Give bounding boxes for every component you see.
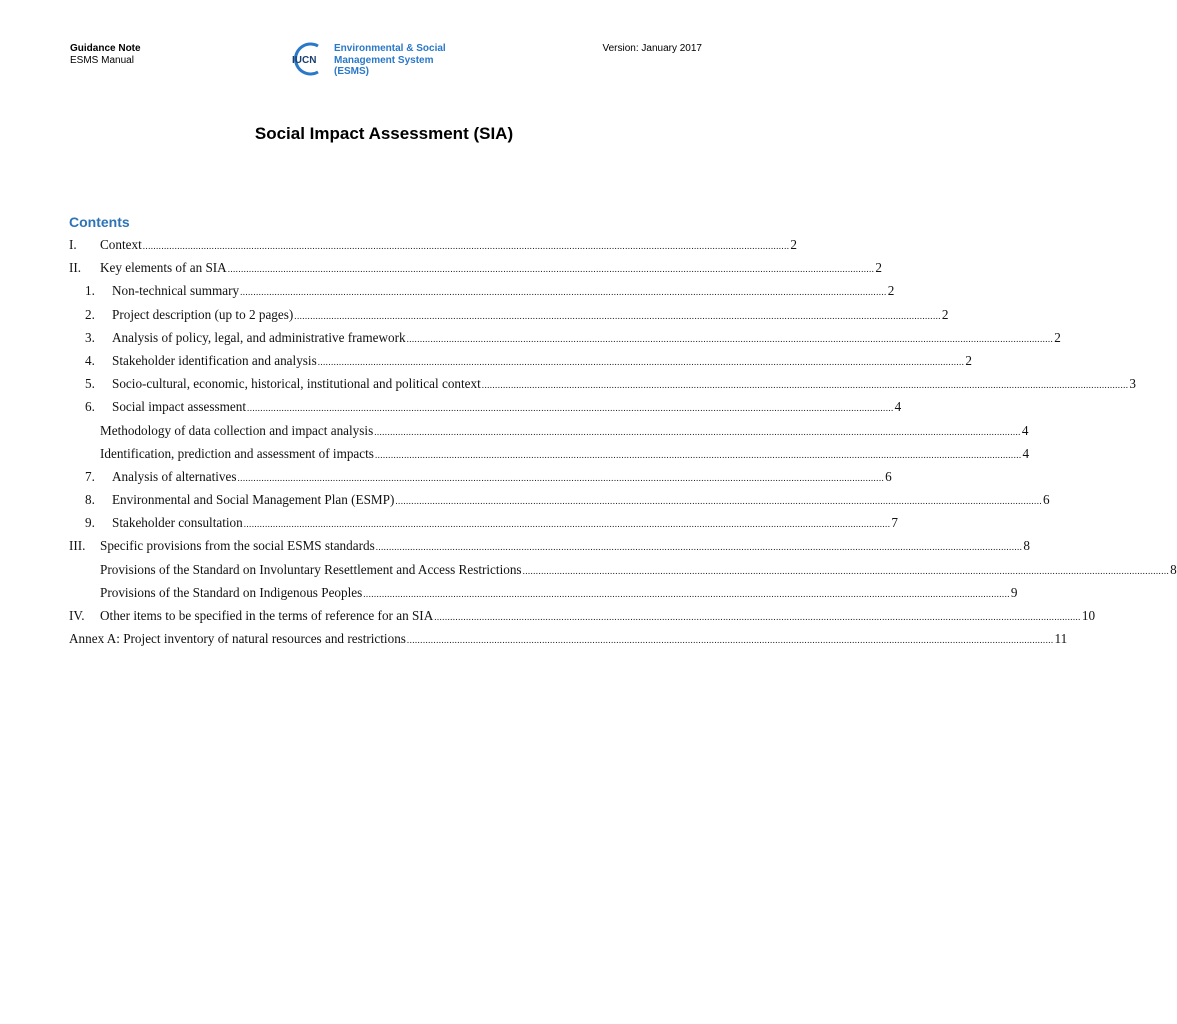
system-name-line: Management System: [334, 54, 434, 66]
toc-entry[interactable]: [69, 444, 1030, 467]
toc-entry-page: 9: [1010, 584, 1018, 600]
system-name-line: Environmental & Social: [334, 43, 446, 54]
toc-entry[interactable]: [69, 629, 1068, 652]
toc-entry-page: 2: [965, 352, 972, 368]
toc-entry-page: 4: [1022, 445, 1030, 461]
toc-entry-number: 9.: [85, 515, 95, 531]
toc-entry[interactable]: [69, 467, 892, 490]
toc-entry[interactable]: [69, 583, 1018, 606]
doc-type-label: Guidance Note: [70, 43, 141, 54]
toc-entry-label: Non-technical summary: [112, 283, 240, 299]
toc-dot-leader: ....................................................................................................................................................................................................................................................: [374, 449, 1022, 460]
toc-entry-label: Annex A: Project inventory of natural resources and restrictions: [69, 631, 406, 647]
manual-label: ESMS Manual: [70, 55, 134, 66]
contents-heading: Contents: [69, 214, 130, 230]
iucn-logo-text: IUCN: [292, 55, 317, 66]
toc-entry[interactable]: [69, 235, 797, 258]
toc-dot-leader: ....................................................................................................................................................................................................................................................: [406, 635, 1054, 646]
toc-entry-label: Stakeholder identification and analysis: [112, 352, 317, 368]
toc-dot-leader: ....................................................................................................................................................................................................................................................: [375, 542, 1023, 553]
toc-entry[interactable]: [69, 397, 902, 420]
toc-dot-leader: ....................................................................................................................................................................................................................................................: [294, 310, 941, 321]
toc-dot-leader: ....................................................................................................................................................................................................................................................: [395, 496, 1042, 507]
toc-entry-number: II.: [69, 260, 82, 276]
toc-entry[interactable]: [69, 560, 1177, 583]
toc-entry-label: Analysis of alternatives: [112, 468, 237, 484]
toc-entry-page: 8: [1023, 538, 1030, 554]
toc-entry-page: 3: [1129, 376, 1136, 392]
toc-dot-leader: ....................................................................................................................................................................................................................................................: [227, 264, 875, 275]
table-of-contents: [69, 235, 1177, 652]
toc-entry-number: 8.: [85, 492, 95, 508]
toc-entry-label: Identification, prediction and assessment of impacts: [100, 445, 374, 461]
toc-dot-leader: ....................................................................................................................................................................................................................................................: [481, 380, 1129, 391]
toc-entry-page: 10: [1081, 608, 1096, 623]
toc-dot-leader: ....................................................................................................................................................................................................................................................: [434, 612, 1081, 622]
toc-dot-leader: ....................................................................................................................................................................................................................................................: [240, 287, 887, 298]
toc-dot-leader: ....................................................................................................................................................................................................................................................: [142, 241, 790, 251]
toc-entry-label: Methodology of data collection and impact analysis: [100, 422, 374, 438]
toc-entry-page: 8: [1170, 561, 1177, 577]
toc-entry-page: 6: [885, 468, 892, 484]
toc-entry[interactable]: [69, 513, 898, 536]
toc-entry-label: Socio-cultural, economic, historical, institutional and political context: [112, 376, 481, 392]
toc-entry-page: 2: [887, 283, 895, 299]
version-label: Version: January 2017: [602, 43, 702, 54]
iucn-logo: [290, 42, 326, 76]
toc-entry-number: 3.: [85, 329, 95, 345]
toc-entry-number: I.: [69, 237, 77, 252]
header-left: [70, 43, 141, 67]
toc-entry-page: 2: [1054, 329, 1061, 345]
toc-entry-number: 2.: [85, 306, 95, 322]
toc-entry-page: 2: [790, 237, 797, 252]
toc-dot-leader: ....................................................................................................................................................................................................................................................: [522, 565, 1170, 576]
toc-entry-label: Social impact assessment: [112, 399, 247, 415]
toc-entry-label: Context: [100, 237, 142, 252]
toc-dot-leader: ....................................................................................................................................................................................................................................................: [317, 356, 965, 367]
toc-dot-leader: ....................................................................................................................................................................................................................................................: [247, 403, 894, 414]
toc-entry[interactable]: [69, 490, 1050, 513]
toc-entry-number: III.: [69, 538, 86, 554]
toc-entry-page: 7: [891, 515, 898, 531]
toc-entry-label: Stakeholder consultation: [112, 515, 243, 531]
system-name-line: (ESMS): [334, 66, 369, 77]
toc-entry-number: 1.: [85, 283, 95, 299]
toc-entry[interactable]: [69, 536, 1030, 559]
toc-dot-leader: ....................................................................................................................................................................................................................................................: [363, 588, 1010, 599]
document-title: Social Impact Assessment (SIA): [254, 124, 514, 143]
toc-entry[interactable]: [69, 421, 1029, 444]
toc-entry-label: Project description (up to 2 pages): [112, 306, 294, 322]
toc-dot-leader: ....................................................................................................................................................................................................................................................: [406, 333, 1054, 344]
toc-entry-label: Key elements of an SIA: [100, 260, 227, 276]
toc-dot-leader: ....................................................................................................................................................................................................................................................: [243, 519, 891, 530]
toc-entry-label: Provisions of the Standard on Involuntary Resettlement and Access Restrictions: [100, 561, 522, 577]
toc-entry-label: Analysis of policy, legal, and administrative framework: [112, 329, 406, 345]
toc-entry[interactable]: [69, 305, 949, 328]
toc-entry[interactable]: [69, 328, 1061, 351]
toc-entry[interactable]: [69, 258, 882, 281]
toc-dot-leader: ....................................................................................................................................................................................................................................................: [237, 472, 885, 483]
toc-entry-number: 4.: [85, 352, 95, 368]
toc-entry-label: Other items to be specified in the terms of reference for an SIA: [100, 608, 434, 623]
toc-entry[interactable]: [69, 374, 1136, 397]
toc-entry-label: Specific provisions from the social ESMS standards: [100, 538, 375, 554]
toc-entry[interactable]: [69, 606, 1096, 629]
toc-entry-number: 6.: [85, 399, 95, 415]
toc-entry-label: Environmental and Social Management Plan (ESMP): [112, 492, 395, 508]
toc-entry[interactable]: [69, 351, 972, 374]
toc-entry-number: IV.: [69, 608, 85, 623]
toc-entry-page: 6: [1043, 492, 1050, 508]
esms-system-name: [334, 43, 474, 78]
toc-entry-page: 4: [894, 399, 902, 415]
toc-entry[interactable]: [69, 281, 895, 304]
toc-dot-leader: ....................................................................................................................................................................................................................................................: [374, 426, 1021, 437]
toc-entry-label: Provisions of the Standard on Indigenous Peoples: [100, 584, 363, 600]
toc-entry-page: 2: [875, 260, 882, 276]
toc-entry-number: 5.: [85, 376, 95, 392]
toc-entry-page: 11: [1054, 631, 1068, 647]
toc-entry-page: 4: [1021, 422, 1029, 438]
toc-entry-number: 7.: [85, 468, 95, 484]
toc-entry-page: 2: [941, 306, 949, 322]
